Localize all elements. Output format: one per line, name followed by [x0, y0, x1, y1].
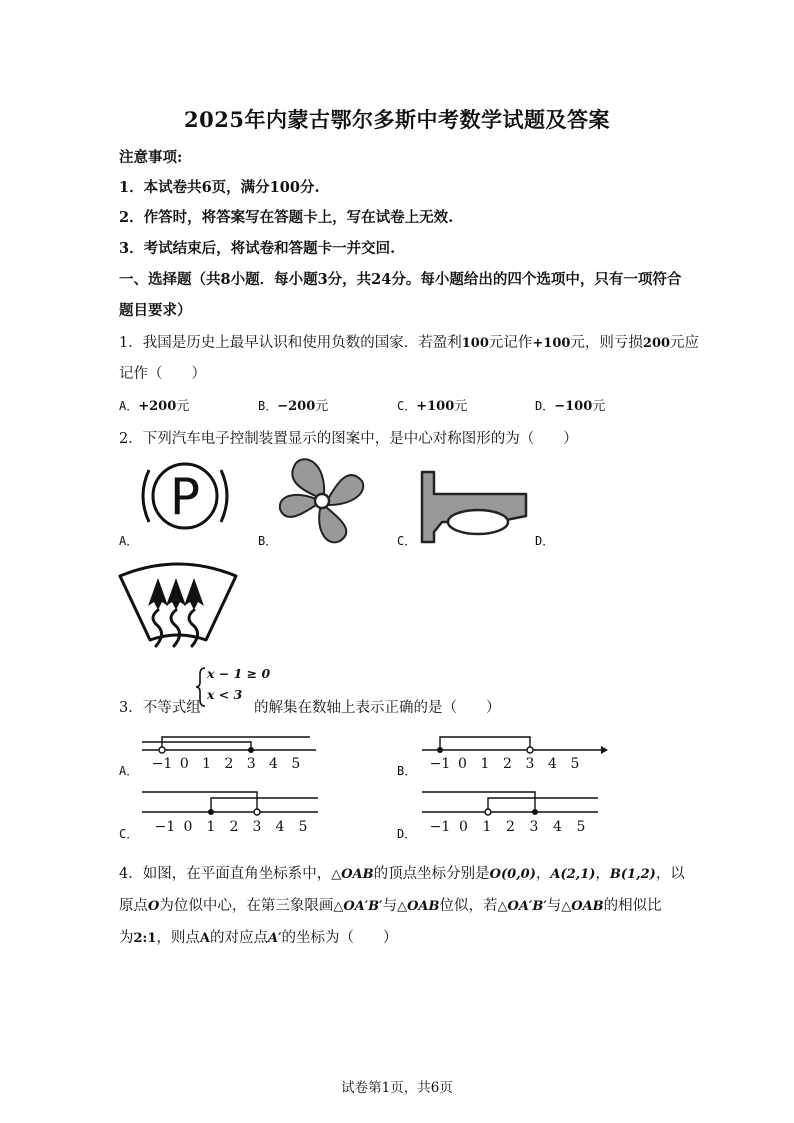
option-label: C． — [397, 399, 417, 413]
q2-option-c[interactable]: C． — [397, 534, 417, 548]
q4-triangle-prime: △OA′B′ — [333, 899, 383, 914]
question-4-line2 — [119, 894, 662, 915]
tick-label: 5 — [291, 756, 301, 772]
tick-label: 5 — [576, 819, 586, 835]
number-line-c — [138, 790, 328, 836]
q4-triangle-prime: △OA′B′ — [497, 899, 547, 914]
question-3-prefix: 3．不等式组 — [119, 700, 201, 716]
tick-label: 0 — [458, 756, 467, 772]
windshield-heating-icon — [118, 560, 238, 652]
number-line-b — [418, 732, 608, 778]
tick-label: 1 — [480, 756, 490, 772]
q2-option-b[interactable]: B． — [258, 534, 278, 548]
tick-label: 4 — [548, 756, 557, 772]
inequality-2: x < 3 — [207, 687, 243, 702]
tick-label: 3 — [525, 756, 535, 772]
q1-option-a[interactable] — [119, 395, 189, 414]
q1-value-loss: 200 — [642, 336, 671, 351]
q2-option-a[interactable]: A． — [119, 534, 139, 548]
horn-icon — [414, 470, 532, 546]
tick-label: 0 — [179, 756, 189, 772]
question-4-line3 — [119, 926, 398, 947]
tick-label: 5 — [298, 819, 308, 835]
option-label: B． — [258, 399, 278, 413]
tick-label: −1 — [151, 756, 173, 772]
option-value: −200 — [277, 399, 316, 414]
question-2-text: 2．下列汽车电子控制装置显示的图案中，是中心对称图形的为（ ） — [119, 431, 578, 447]
q4-text: ，则点 — [156, 930, 200, 946]
q2-option-d[interactable]: D． — [535, 534, 555, 548]
tick-label: 2 — [229, 819, 239, 835]
parking-brake-icon — [135, 458, 235, 534]
section-heading-line1: 一、选择题（共8小题．每小题3分，共24分。每小题给出的四个选项中，只有一项符合 — [119, 271, 682, 288]
question-1-line1 — [119, 331, 699, 352]
q4-point-o: O(0,0) — [489, 867, 536, 882]
tick-label: 0 — [183, 819, 193, 835]
q4-text: 的顶点坐标分别是 — [373, 866, 490, 882]
question-3-suffix: 的解集在数轴上表示正确的是（ ） — [254, 700, 501, 716]
page-footer: 试卷第1页，共6页 — [341, 1080, 453, 1096]
q4-point-a-prime: A′ — [267, 931, 282, 946]
tick-label: 3 — [529, 819, 539, 835]
q4-triangle-oab: △OAB — [397, 899, 440, 914]
q4-text: 与 — [546, 898, 562, 914]
tick-label: 4 — [275, 819, 285, 835]
note-item-3: 3．考试结束后，将试卷和答题卡一并交回. — [119, 240, 396, 257]
tick-label: 4 — [269, 756, 278, 772]
option-value: +100 — [416, 399, 455, 414]
parking-letter: P — [169, 468, 201, 526]
q4-text: 的相似比 — [603, 898, 662, 914]
option-value: +200 — [138, 399, 177, 414]
option-unit: 元 — [592, 399, 606, 414]
q4-text: 原点 — [119, 898, 148, 914]
q1-text-1: 1．我国是历史上最早认识和使用负数的国家．若盈利 — [119, 335, 462, 351]
q1-text-2: 元记作 — [488, 335, 533, 351]
note-item-2: 2．作答时，将答案写在答题卡上，写在试卷上无效. — [119, 209, 454, 226]
q1-option-c[interactable] — [397, 395, 467, 414]
q1-text-3: 元，则亏损 — [570, 335, 643, 351]
option-unit: 元 — [176, 399, 190, 414]
q1-value-profit: 100 — [461, 336, 489, 351]
q4-point-a-label: A — [199, 931, 210, 946]
option-label: A． — [119, 399, 139, 413]
q4-ratio: 2:1 — [133, 931, 157, 946]
number-line-d — [418, 790, 608, 836]
option-label: D． — [535, 399, 555, 413]
q4-triangle-oab: △OAB — [561, 899, 604, 914]
tick-label: −1 — [154, 819, 176, 835]
q4-point-b: B(1,2) — [609, 867, 656, 882]
option-unit: 元 — [315, 399, 329, 414]
section-heading-line2: 题目要求） — [119, 302, 192, 319]
notes-heading: 注意事项: — [119, 149, 183, 166]
q1-value-record: +100 — [532, 336, 571, 351]
q3-option-a[interactable]: A． — [119, 764, 139, 778]
q4-triangle-oab: △OAB — [331, 867, 374, 882]
question-4-line1: 4．如图，在平面直角坐标系中，△OAB的顶点坐标分别是O(0,0)，A(2,1)，B(1,2)，以 — [119, 866, 685, 882]
q4-origin: O — [148, 899, 160, 914]
option-unit: 元 — [454, 399, 468, 414]
q3-option-d[interactable]: D． — [397, 827, 417, 841]
q4-text: 的对应点 — [209, 930, 268, 946]
q4-text: 的坐标为（ ） — [281, 930, 398, 946]
q1-text-4: 元应 — [670, 335, 700, 351]
tick-label: 3 — [252, 819, 262, 835]
q1-option-d[interactable] — [535, 395, 605, 414]
fan-icon — [276, 455, 368, 547]
tick-label: 1 — [482, 819, 492, 835]
q4-text: 位似，若 — [439, 898, 498, 914]
q4-text: 为位似中心，在第三象限画 — [159, 898, 334, 914]
tick-label: −1 — [429, 819, 451, 835]
q4-point-a: A(2,1) — [550, 867, 596, 882]
tick-label: 5 — [570, 756, 580, 772]
inequality-1: x − 1 ≥ 0 — [207, 666, 271, 681]
inequality-system — [196, 666, 271, 708]
q4-text: ，以 — [655, 866, 685, 882]
q3-option-c[interactable]: C． — [119, 827, 139, 841]
left-brace-icon — [196, 666, 206, 708]
q4-text: 为 — [119, 930, 134, 946]
tick-label: 2 — [503, 756, 512, 772]
tick-label: 1 — [206, 819, 216, 835]
tick-label: 2 — [224, 756, 234, 772]
question-1-line2: 记作（ ） — [119, 366, 206, 382]
tick-label: 2 — [506, 819, 515, 835]
q1-option-b[interactable] — [258, 395, 328, 414]
tick-label: 4 — [553, 819, 562, 835]
q3-option-b[interactable]: B． — [397, 764, 417, 778]
q4-text: 与 — [382, 898, 398, 914]
tick-label: 0 — [459, 819, 468, 835]
q4-text: 4．如图，在平面直角坐标系中， — [119, 866, 332, 882]
tick-label: −1 — [429, 756, 451, 772]
note-item-1: 1．本试卷共6页，满分100分. — [119, 179, 320, 196]
page-title: 2025年内蒙古鄂尔多斯中考数学试题及答案 — [184, 107, 610, 132]
tick-label: 3 — [246, 756, 256, 772]
tick-label: 1 — [202, 756, 212, 772]
number-line-a — [138, 732, 328, 778]
option-value: −100 — [554, 399, 593, 414]
